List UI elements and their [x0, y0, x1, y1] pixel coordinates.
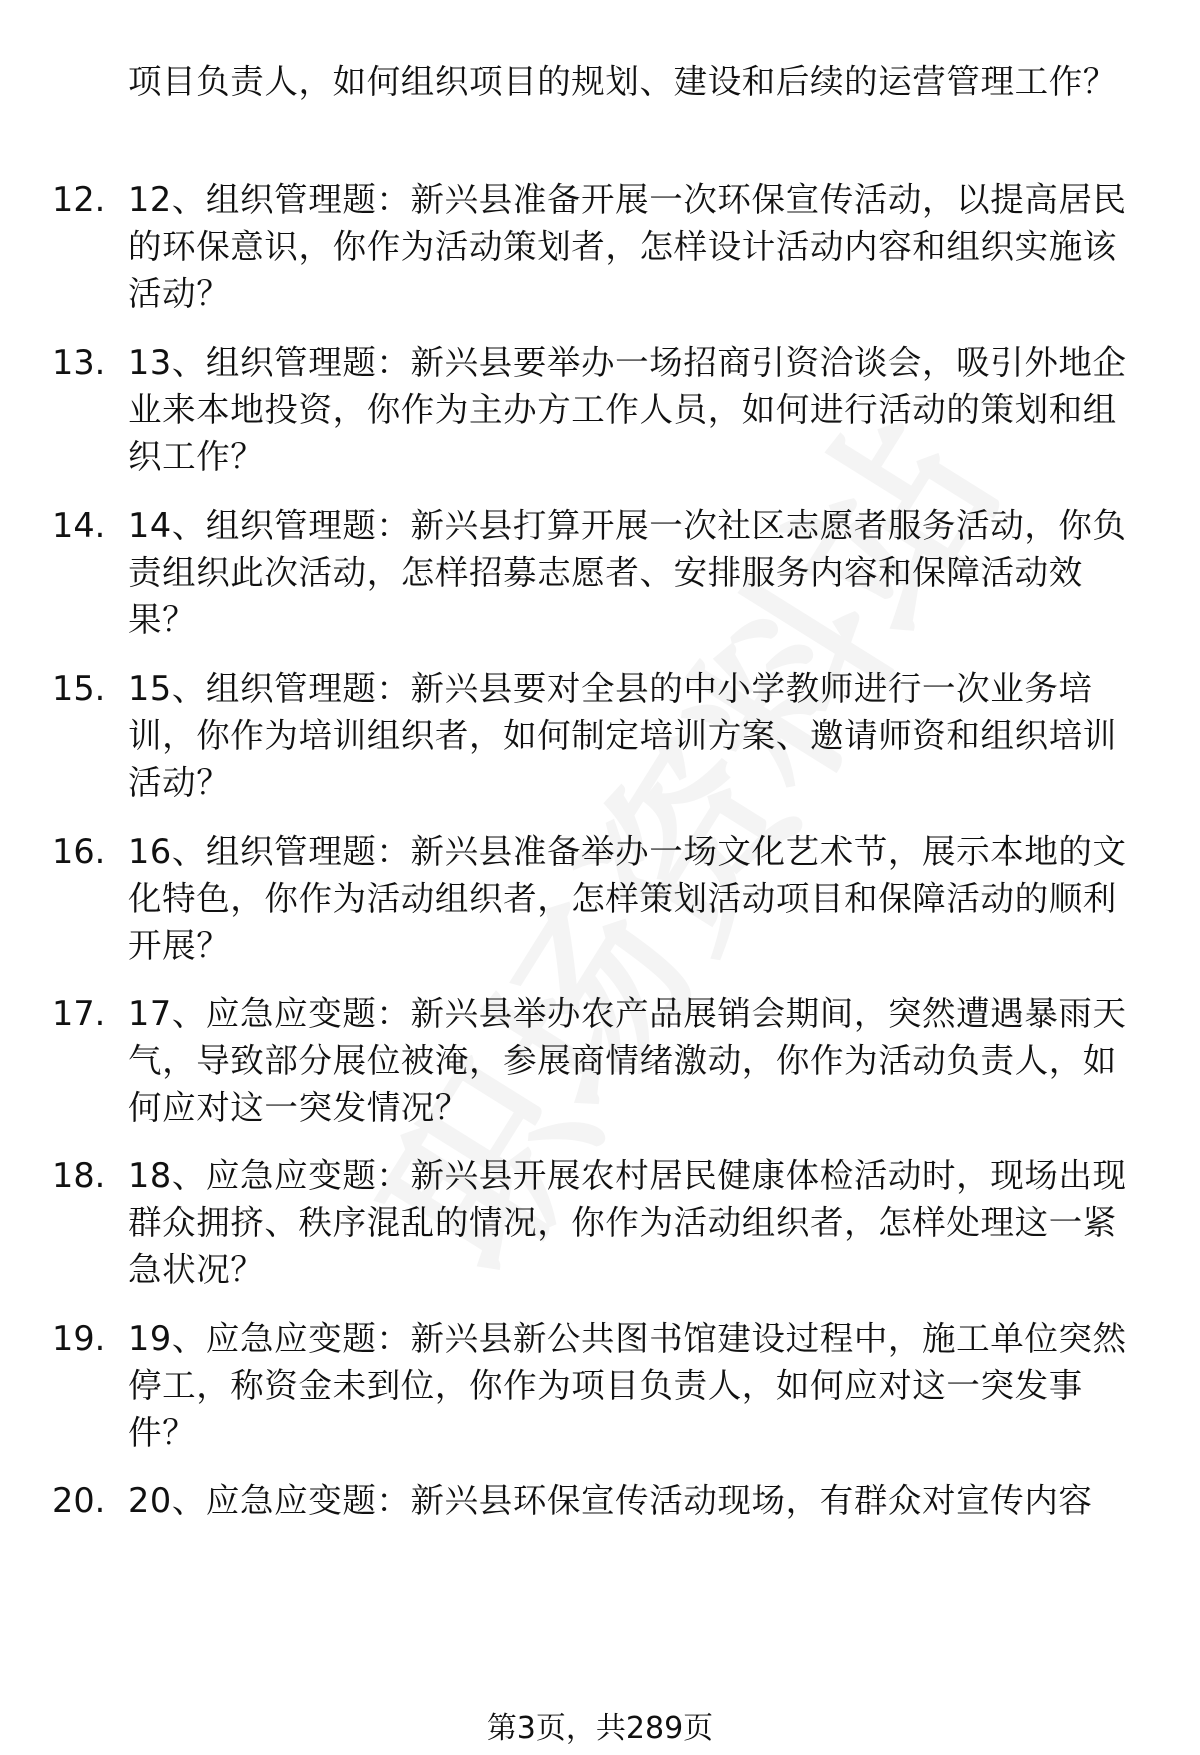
item-number: 14. — [52, 506, 106, 545]
item-text: 12、组织管理题：新兴县准备开展一次环保宣传活动，以提高居民的环保意识，你作为活动策划者，怎样设计活动内容和组织实施该活动？ — [128, 180, 1127, 313]
item-number: 12. — [52, 180, 106, 219]
item-text: 18、应急应变题：新兴县开展农村居民健康体检活动时，现场出现群众拥挤、秩序混乱的情况，你作为活动组织者，怎样处理这一紧急状况？ — [128, 1156, 1127, 1289]
item-number: 20. — [52, 1481, 106, 1520]
item-text: 13、组织管理题：新兴县要举办一场招商引资洽谈会，吸引外地企业来本地投资，你作为主办方工作人员，如何进行活动的策划和组织工作？ — [128, 343, 1127, 476]
item-text: 17、应急应变题：新兴县举办农产品展销会期间，突然遭遇暴雨天气，导致部分展位被淹，参展商情绪激动，你作为活动负责人，如何应对这一突发情况？ — [128, 994, 1127, 1127]
item-number: 16. — [52, 832, 106, 871]
item-number: 17. — [52, 994, 106, 1033]
item-number: 18. — [52, 1156, 106, 1195]
item-text: 14、组织管理题：新兴县打算开展一次社区志愿者服务活动，你负责组织此次活动，怎样招募志愿者、安排服务内容和保障活动效果？ — [128, 506, 1127, 639]
item-number: 15. — [52, 669, 106, 708]
page-footer: 第3页，共289页 — [486, 1711, 714, 1746]
item-text: 19、应急应变题：新兴县新公共图书馆建设过程中，施工单位突然停工，称资金未到位，你作为项目负责人，如何应对这一突发事件？ — [128, 1319, 1127, 1452]
item-text: 20、应急应变题：新兴县环保宣传活动现场，有群众对宣传内容 — [128, 1481, 1093, 1520]
item-number: 13. — [52, 343, 106, 382]
item-text: 15、组织管理题：新兴县要对全县的中小学教师进行一次业务培训，你作为培训组织者，如何制定培训方案、邀请师资和组织培训活动？ — [128, 669, 1117, 802]
item-number: 19. — [52, 1319, 106, 1358]
continuation-paragraph: 项目负责人，如何组织项目的规划、建设和后续的运营管理工作？ — [128, 62, 1117, 101]
item-text: 16、组织管理题：新兴县准备举办一场文化艺术节，展示本地的文化特色，你作为活动组织者，怎样策划活动项目和保障活动的顺利开展？ — [128, 832, 1127, 965]
